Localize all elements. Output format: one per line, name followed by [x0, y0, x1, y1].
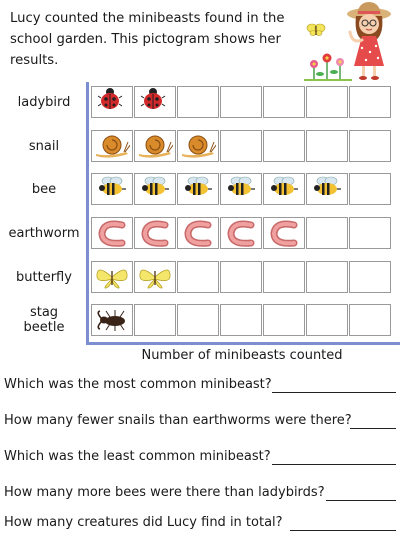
pictogram-cell [177, 130, 219, 162]
butterfly-icon [137, 263, 173, 291]
row-label-butterfly [2, 270, 86, 285]
earthworm-icon [137, 219, 173, 247]
bee-icon [266, 175, 302, 203]
pictogram-cell [177, 304, 219, 336]
x-axis-title: Number of minibeasts counted [141, 348, 343, 363]
pictogram-cell [91, 173, 133, 205]
pictogram-cell [134, 130, 176, 162]
pictogram-cell [263, 130, 305, 162]
pictogram-cell [134, 261, 176, 293]
question-4: How many more bees were there than ladybirds? [4, 485, 325, 500]
row-label-line: beetle [23, 320, 65, 335]
stag-beetle-icon [94, 306, 130, 334]
pictogram-cell [134, 304, 176, 336]
pictogram-cell [306, 304, 348, 336]
pictogram-cell [177, 217, 219, 249]
bee-icon [180, 175, 216, 203]
answer-line-5[interactable] [290, 530, 396, 531]
pictogram-cell [134, 86, 176, 118]
row-label-bee [2, 182, 86, 197]
pictogram-cell [349, 173, 391, 205]
snail-icon [180, 132, 216, 160]
earthworm-icon [266, 219, 302, 247]
answer-line-3[interactable] [272, 464, 396, 465]
answer-line-4[interactable] [326, 500, 396, 501]
pictogram-cell [263, 304, 305, 336]
row-label-stag-beetle [2, 305, 86, 335]
question-2: How many fewer snails than earthworms were there? [4, 413, 352, 428]
ladybird-icon [137, 88, 173, 116]
row-label-ladybird [2, 95, 86, 110]
girl-figure [347, 2, 391, 80]
pictogram-cell [220, 217, 262, 249]
earthworm-icon [223, 219, 259, 247]
pictogram-cell [220, 130, 262, 162]
bee-icon [223, 175, 259, 203]
pictogram-cell [349, 86, 391, 118]
earthworm-icon [180, 219, 216, 247]
pictogram-cell [91, 86, 133, 118]
question-5: How many creatures did Lucy find in total? [4, 515, 283, 530]
snail-icon [137, 132, 173, 160]
question-1: Which was the most common minibeast? [4, 377, 272, 392]
pictogram-cell [91, 130, 133, 162]
x-axis-line [86, 342, 400, 345]
row-label-line: bee [31, 181, 57, 197]
pictogram-cell [220, 173, 262, 205]
earthworm-icon [94, 219, 130, 247]
pictogram-cell [220, 261, 262, 293]
bee-icon [309, 175, 345, 203]
ladybird-icon [94, 88, 130, 116]
pictogram-cell [177, 86, 219, 118]
pictogram-cell [306, 261, 348, 293]
pictogram-cell [91, 261, 133, 293]
row-label-earthworm [2, 226, 86, 241]
pictogram-cell [306, 217, 348, 249]
pictogram-cell [220, 86, 262, 118]
girl-illustration [296, 0, 400, 84]
row-label-snail [2, 139, 86, 154]
question-3: Which was the least common minibeast? [4, 449, 271, 464]
pictogram-cell [177, 173, 219, 205]
pictogram-cell [220, 304, 262, 336]
pictogram-cell [134, 217, 176, 249]
pictogram-cell [263, 86, 305, 118]
pictogram-cell [306, 86, 348, 118]
row-label-line: butterfly [16, 269, 72, 285]
pictogram-cell [306, 130, 348, 162]
pictogram-cell [306, 173, 348, 205]
pictogram-cell [91, 304, 133, 336]
row-label-line: ladybird [17, 94, 71, 110]
pictogram-cell [263, 261, 305, 293]
intro-text: Lucy counted the minibeasts found in the school garden. This pictogram shows her results. [10, 11, 285, 68]
pictogram-cell [263, 217, 305, 249]
y-axis-line [86, 82, 89, 344]
pictogram-cell [134, 173, 176, 205]
pictogram-cell [263, 173, 305, 205]
row-label-line: snail [28, 138, 60, 154]
butterfly-icon [94, 263, 130, 291]
bee-icon [137, 175, 173, 203]
pictogram [0, 82, 400, 344]
butterfly-icon [307, 24, 325, 36]
flowers [304, 54, 352, 82]
row-label-line: earthworm [8, 225, 80, 241]
pictogram-cell [177, 261, 219, 293]
bee-icon [94, 175, 130, 203]
pictogram-cell [349, 261, 391, 293]
pictogram-cell [91, 217, 133, 249]
snail-icon [94, 132, 130, 160]
pictogram-cell [349, 217, 391, 249]
row-label-line: stag [29, 305, 59, 320]
pictogram-cell [349, 304, 391, 336]
answer-line-2[interactable] [350, 428, 396, 429]
pictogram-cell [349, 130, 391, 162]
answer-line-1[interactable] [272, 392, 396, 393]
